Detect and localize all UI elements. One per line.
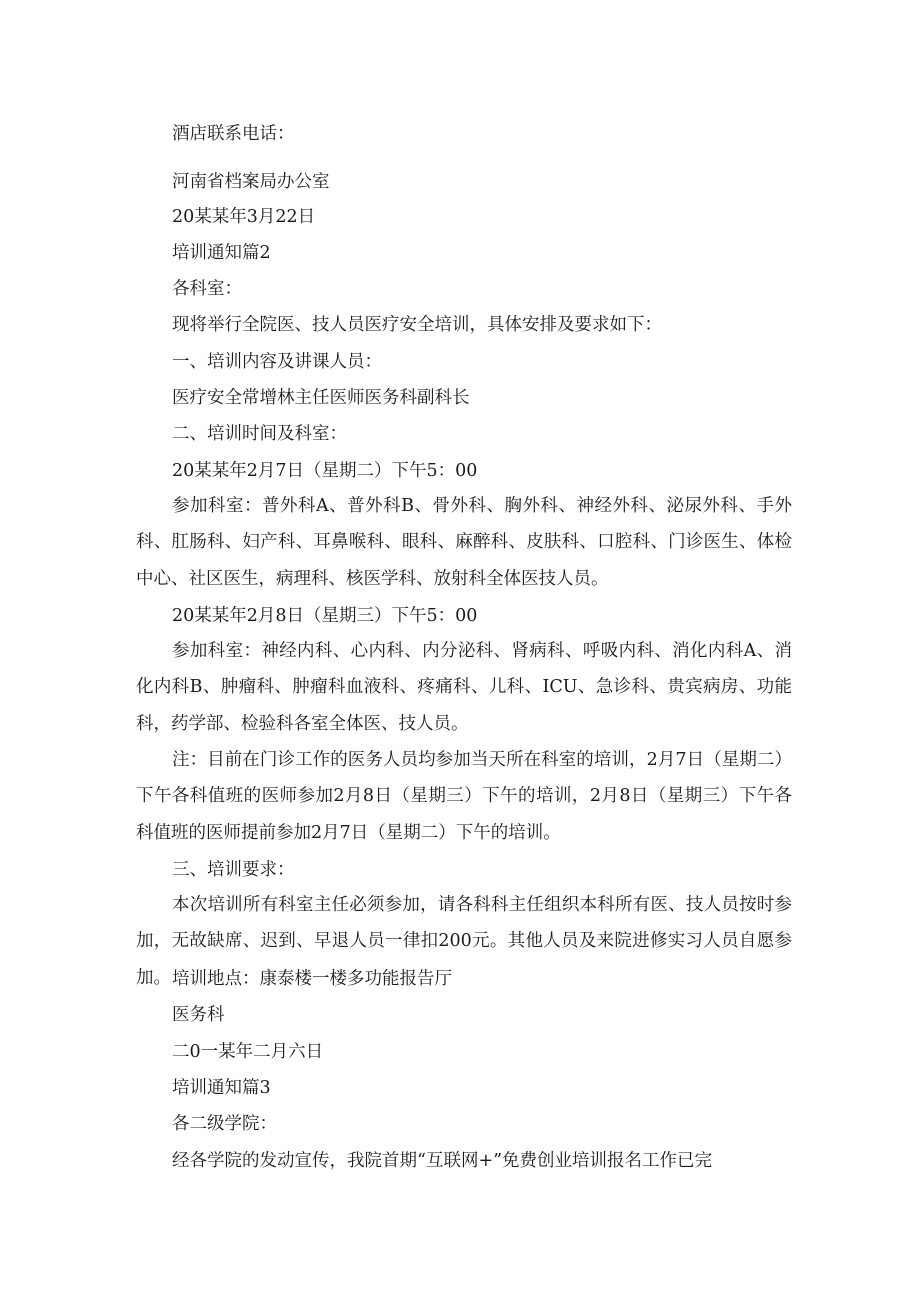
session-2-time: 20某某年2月8日（星期三）下午5：00 — [172, 606, 478, 626]
session-1-time: 20某某年2月7日（星期二）下午5：00 — [172, 461, 478, 481]
greeting-2: 各科室： — [172, 279, 242, 299]
location-line: 培训地点：康泰楼一楼多功能报告厅 — [172, 969, 452, 989]
note-paragraph: 注：目前在门诊工作的医务人员均参加当天所在科室的培训，2月7日（星期二）下午各科值班的医师参加2月8日（星期三）下午的培训，2月8日（星期三）下午各科值班的医师提前参加2月7日（星期二）下午的培训。 — [136, 750, 792, 843]
section-3-heading: 三、培训要求： — [172, 860, 295, 880]
hotel-phone-line: 酒店联系电话： — [172, 124, 295, 144]
issuer-line: 河南省档案局办公室 — [172, 172, 330, 192]
session-1-departments: 参加科室：普外科A、普外科B、骨外科、胸外科、神经外科、泌尿外科、手外科、肛肠科、妇产科、耳鼻喉科、眼科、麻醉科、皮肤科、口腔科、门诊医生、体检中心、社区医生，病理科、核医学科、放射科全体医技人员。 — [136, 496, 792, 589]
session-2-departments: 参加科室：神经内科、心内科、内分泌科、肾病科、呼吸内科、消化内科A、消化内科B、肿瘤科、肿瘤科血液科、疼痛科、儿科、ICU、急诊科、贵宾病房、功能科，药学部、检验科各室全体医、技人员。 — [136, 641, 792, 734]
signature-line: 医务科 — [172, 1005, 225, 1025]
issue-date-line: 20某某年3月22日 — [172, 207, 316, 227]
section-title-3: 培训通知篇3 — [172, 1078, 271, 1098]
greeting-3: 各二级学院： — [172, 1114, 277, 1134]
signature-date-line: 二0一某年二月六日 — [172, 1042, 324, 1062]
section-title-2: 培训通知篇2 — [172, 243, 271, 263]
closing-paragraph: 经各学院的发动宣传，我院首期“互联网+”免费创业培训报名工作已完 — [172, 1151, 713, 1171]
intro-line: 现将举行全院医、技人员医疗安全培训，具体安排及要求如下： — [172, 315, 662, 335]
section-3-body: 本次培训所有科室主任必须参加，请各科科主任组织本科所有医、技人员按时参加，无故缺席、迟到、早退人员一律扣200元。其他人员及来院进修实习人员自愿参加。 — [136, 895, 792, 988]
section-2-heading: 二、培训时间及科室： — [172, 424, 347, 444]
section-1-body: 医疗安全常增林主任医师医务科副科长 — [172, 388, 470, 408]
section-1-heading: 一、培训内容及讲课人员： — [172, 352, 382, 372]
